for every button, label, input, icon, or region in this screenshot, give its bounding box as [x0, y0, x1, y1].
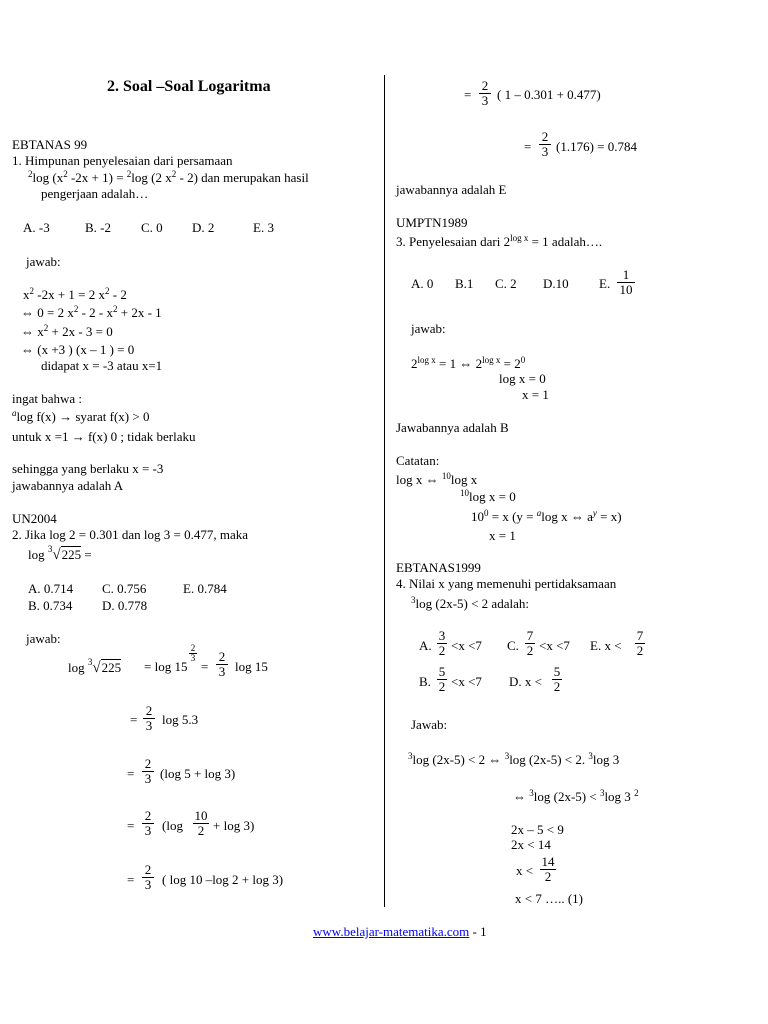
option: B. 0.734 — [28, 598, 73, 613]
work-line: = — [201, 659, 209, 674]
work-line: = — [130, 712, 138, 727]
fraction: $\frac{2}{3}$ — [142, 757, 154, 786]
note-line: log x ⇔ $^{10}$log x — [396, 471, 478, 487]
answer-text: jawabannya adalah E — [396, 182, 507, 197]
answer-label: Jawab: — [411, 717, 448, 732]
fraction: $\frac{7}{2}$ — [526, 628, 534, 658]
source-label: UMPTN1989 — [396, 215, 468, 230]
fraction: $\frac{7}{2}$ — [636, 628, 644, 658]
solution-line: ⇔ $x^2 + 2x - 3 = 0$ — [21, 323, 113, 339]
answer-label: jawab: — [411, 321, 446, 336]
work-line: = — [464, 87, 472, 102]
conclusion-text: sehingga yang berlaku x = -3 — [12, 461, 164, 476]
solution-line: 2x – 5 < 9 — [511, 822, 564, 837]
question-1-text: 1. Himpunan penyelesaian dari persamaan — [12, 153, 233, 168]
column-divider — [384, 75, 385, 907]
page-number: - 1 — [472, 924, 487, 939]
option: A. -3 — [23, 220, 50, 235]
option: B.1 — [455, 276, 474, 291]
note-text: $^a$log f(x) → syarat f(x) > 0 — [12, 408, 150, 424]
solution-line: 2x < 14 — [511, 837, 551, 852]
option: A. 0 — [411, 276, 434, 291]
work-line: = log 15 — [144, 659, 188, 674]
work-line: (log — [162, 818, 183, 833]
note-text: untuk x =1 → f(x) 0 ; tidak berlaku — [12, 429, 196, 444]
solution-line: ⇔ $^3$log (2x-5) < $^3$log 3 $^2$ — [513, 788, 639, 804]
fraction: $\frac{2}{3}$ — [539, 130, 551, 159]
work-line: (1.176) = 0.784 — [556, 139, 637, 154]
option: C. 2 — [495, 276, 517, 291]
question-1-equation: $^2$log ($x^2$ -2x + 1) = $^2$log (2 $x^2 - 2$) dan merupakan hasil — [28, 169, 309, 185]
option: <x <7 — [539, 638, 570, 653]
answer-label: jawab: — [26, 254, 61, 269]
question-2-text: 2. Jika log 2 = 0.301 dan log 3 = 0.477, maka — [12, 527, 248, 542]
question-4-text: 4. Nilai x yang memenuhi pertidaksamaan — [396, 576, 617, 591]
option: B. — [419, 674, 431, 689]
option: E. 3 — [253, 220, 274, 235]
work-line: = — [127, 818, 135, 833]
note-line: $10^0 = x$ (y = $^a$log x ⇔ $a^y = x$) — [471, 508, 622, 524]
answer-text: Jawabannya adalah B — [396, 420, 509, 435]
source-label: EBTANAS 99 — [12, 137, 88, 152]
fraction: $\frac{2}{3}$ — [142, 809, 154, 838]
solution-line: ⇔ (x +3 ) (x – 1 ) = 0 — [21, 342, 135, 357]
note-line: x = 1 — [489, 528, 516, 543]
work-line: + log 3) — [213, 818, 255, 833]
footer — [313, 924, 487, 939]
option: D. 2 — [192, 220, 215, 235]
work-line: = — [127, 872, 135, 887]
option: D.10 — [543, 276, 569, 291]
note-heading: Catatan: — [396, 453, 440, 468]
fraction: $\frac{2}{3}$ — [479, 79, 491, 108]
page-title: 2. Soal –Soal Logaritma — [107, 78, 271, 95]
solution-line: x < 7 ….. (1) — [515, 891, 583, 906]
work-line: ( 1 – 0.301 + 0.477) — [497, 87, 601, 102]
fraction: $\frac{3}{2}$ — [438, 628, 446, 658]
fraction: $\frac{1}{10}$ — [617, 268, 635, 297]
solution-line: $2^{log x} = 1$ ⇔ $2^{log x} = 2^0$ — [411, 355, 526, 371]
option: D. 0.778 — [102, 598, 148, 613]
question-3-text: 3. Penyelesaian dari $2^{log x} = 1$ adalah…. — [396, 233, 603, 249]
note-text: ingat bahwa : — [12, 391, 83, 406]
fraction: $\frac{2}{3}$ — [143, 704, 155, 733]
answer-text: jawabannya adalah A — [12, 478, 124, 493]
source-label: UN2004 — [12, 511, 57, 526]
option: <x <7 — [451, 674, 482, 689]
option: <x <7 — [451, 638, 482, 653]
website-link[interactable]: www.belajar-matematika.com — [313, 924, 470, 939]
work-line: (log 5 + log 3) — [160, 766, 236, 781]
fraction: $\frac{2}{3}$ — [216, 650, 228, 679]
solution-line: ⇔ 0 = 2 $x^2 - 2 - x^2 + 2x - 1$ — [21, 304, 162, 320]
work-line: = — [127, 766, 135, 781]
option: C. 0.756 — [102, 581, 147, 596]
work-line: ( log 10 –log 2 + log 3) — [162, 872, 284, 887]
source-label: EBTANAS1999 — [396, 560, 481, 575]
solution-line: $x^2$ -2x + 1 = 2 $x^2 - 2$ — [23, 286, 127, 302]
question-2-expression: log $^3$√225 = — [28, 544, 92, 563]
option: B. -2 — [85, 220, 111, 235]
fraction: $\frac{5}{2}$ — [553, 664, 561, 694]
option: E. — [599, 276, 611, 291]
solution-line: x = 1 — [522, 387, 549, 402]
option: E. x < — [590, 638, 622, 653]
option: E. 0.784 — [183, 581, 227, 596]
solution-line: x < — [516, 863, 534, 878]
option: D. x < — [509, 674, 542, 689]
fraction: $\frac{5}{2}$ — [438, 664, 446, 694]
work-line: log $^3$√225 — [68, 657, 122, 676]
solution-line: $^3$log (2x-5) < 2 ⇔ $^3$log (2x-5) < 2. $^3$log 3 — [408, 751, 620, 767]
answer-label: jawab: — [26, 631, 61, 646]
fraction: $\frac{10}{2}$ — [194, 808, 208, 838]
option: C. — [507, 638, 519, 653]
fraction: $\frac{2}{3}$ — [190, 643, 196, 663]
question-1-text-cont: pengerjaan adalah… — [41, 186, 149, 201]
note-line: $^{10}$log x = 0 — [460, 488, 516, 504]
work-line: log 5.3 — [162, 712, 199, 727]
work-line: log 15 — [235, 659, 268, 674]
option: A. — [419, 638, 432, 653]
solution-line: log x = 0 — [499, 371, 546, 386]
work-line: = — [524, 139, 532, 154]
solution-line: didapat x = -3 atau x=1 — [41, 358, 163, 373]
fraction: $\frac{2}{3}$ — [142, 863, 154, 892]
option: C. 0 — [141, 220, 163, 235]
question-4-inequality: $^3$log (2x-5) < 2 adalah: — [411, 595, 529, 611]
fraction: $\frac{14}{2}$ — [541, 854, 555, 884]
option: A. 0.714 — [28, 581, 74, 596]
